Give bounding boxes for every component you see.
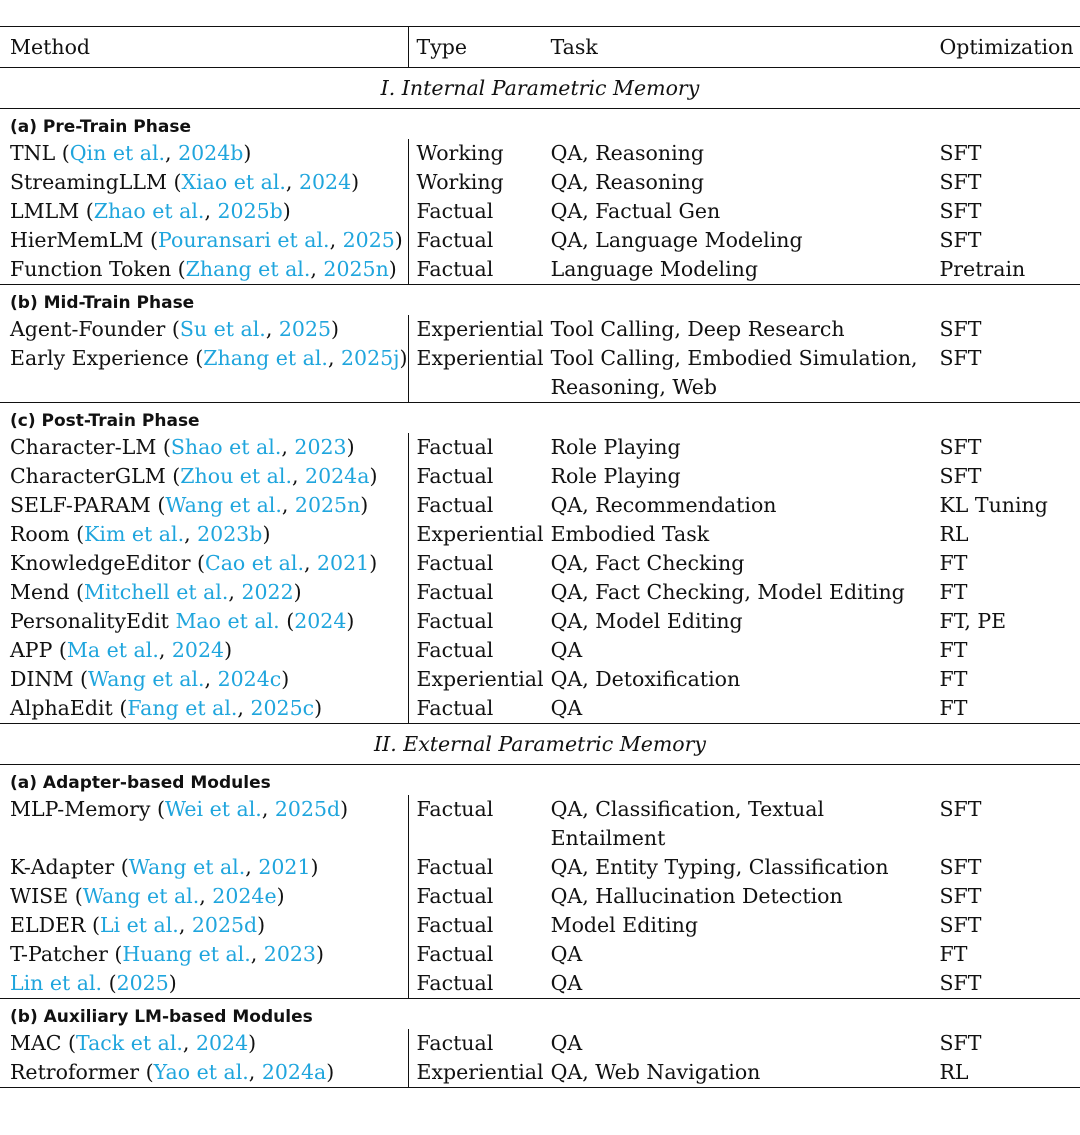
task-cell: Role Playing (550, 435, 681, 459)
citation-close: ) (315, 942, 324, 966)
method-cell (0, 226, 408, 255)
citation-sep: , (165, 141, 179, 165)
method-name: StreamingLLM (10, 170, 167, 194)
table-row (0, 549, 1080, 578)
method-cell (0, 940, 408, 969)
citation-sep: , (158, 638, 172, 662)
method-cell (0, 665, 408, 694)
citation-close: ) (399, 346, 408, 370)
citation-sep: , (245, 855, 259, 879)
phase-title: (b) Mid-Train Phase (0, 285, 408, 316)
type-cell: Factual (416, 942, 494, 966)
method-cell (0, 315, 408, 344)
citation-open: ( (165, 464, 181, 488)
optimization-cell: RL (939, 522, 969, 546)
optimization-cell: SFT (939, 1031, 982, 1055)
method-cell (0, 168, 408, 197)
table-row (0, 636, 1080, 665)
method-name: Retroformer (10, 1060, 140, 1084)
phase-header-row (0, 109, 1080, 140)
citation-year-link[interactable]: 2022 (241, 580, 294, 604)
citation-close: ) (257, 913, 266, 937)
table-row (0, 255, 1080, 285)
citation-year-link[interactable]: 2024 (195, 1031, 249, 1055)
citation-open: ( (188, 346, 204, 370)
citation-close: ) (281, 667, 290, 691)
type-cell: Factual (416, 464, 494, 488)
citation-open: ( (107, 942, 123, 966)
citation-open: ( (52, 638, 67, 662)
task-cell: QA, Reasoning (550, 170, 704, 194)
citation-year-link[interactable]: 2025d (274, 797, 341, 821)
type-cell: Experiential (408, 1058, 544, 1088)
citation-sep: ( (102, 971, 117, 995)
citation-year-link[interactable]: 2025 (278, 317, 332, 341)
optimization-cell: RL (926, 1058, 1080, 1088)
method-name: Early Experience (10, 346, 189, 370)
task-cell: Role Playing (550, 464, 681, 488)
type-cell: Factual (416, 435, 494, 459)
citation-open: ( (150, 797, 166, 821)
citation-sep: , (184, 522, 198, 546)
citation-close: ) (248, 1031, 257, 1055)
citation-open: ( (190, 551, 206, 575)
type-cell: Experiential (416, 346, 544, 370)
citation-year-link[interactable]: 2025n (294, 493, 361, 517)
optimization-cell: Pretrain (939, 257, 1026, 281)
optimization-cell: FT (939, 638, 968, 662)
table-row (0, 940, 1080, 969)
optimization-cell: SFT (939, 855, 982, 879)
type-cell: Experiential (416, 667, 544, 691)
type-cell: Factual (416, 913, 494, 937)
citation-sep: , (248, 1060, 262, 1084)
part-header-row (0, 724, 1080, 765)
method-cell (0, 549, 408, 578)
citation-link[interactable]: Wang et al. (87, 667, 205, 691)
citation-sep: , (291, 464, 306, 488)
citation-open: ( (171, 257, 186, 281)
method-name: ELDER (10, 913, 86, 937)
citation-sep: , (250, 942, 264, 966)
citation-year-link[interactable]: 2025 (116, 971, 169, 995)
phase-title: (a) Pre-Train Phase (10, 117, 191, 137)
method-cell (0, 636, 408, 665)
table-row (0, 694, 1080, 724)
citation-open: ( (143, 228, 159, 252)
method-cell (0, 578, 408, 607)
citation-link[interactable]: Mitchell et al. (83, 580, 229, 604)
citation-close: ) (346, 609, 355, 633)
part-title: II. External Parametric Memory (0, 724, 1080, 765)
phase-spacer (408, 999, 1080, 1030)
citation-close: ) (276, 884, 285, 908)
type-cell: Factual (416, 1031, 494, 1055)
type-cell: Working (416, 141, 504, 165)
citation-open: ( (69, 580, 84, 604)
table-row (0, 853, 1080, 882)
method-cell (0, 969, 408, 999)
phase-header-row (0, 285, 1080, 316)
type-cell: Experiential (416, 522, 544, 546)
citation-year-link[interactable]: 2024a (261, 1060, 327, 1084)
citation-link[interactable]: Wang et al. (82, 884, 200, 908)
method-cell (0, 520, 408, 549)
task-cell: QA, Recommendation (550, 493, 777, 517)
citation-open: ( (55, 141, 70, 165)
citation-year-link[interactable]: 2023b (197, 522, 263, 546)
citation-open: ( (69, 522, 85, 546)
type-cell: Factual (416, 228, 494, 252)
citation-link[interactable]: Shao et al. (170, 435, 282, 459)
citation-sep: , (281, 435, 295, 459)
citation-open: ( (61, 1031, 76, 1055)
method-name: K-Adapter (10, 855, 115, 879)
method-name: KnowledgeEditor (10, 551, 191, 575)
citation-open: ( (73, 667, 88, 691)
citation-close: ) (394, 228, 403, 252)
citation-open: ( (112, 696, 128, 720)
citation-sep: , (285, 170, 299, 194)
method-name: AlphaEdit (10, 696, 113, 720)
method-cell (0, 491, 408, 520)
citation-year-link[interactable]: 2025j (341, 346, 400, 370)
optimization-cell: FT (939, 551, 968, 575)
task-cell: QA, Factual Gen (550, 199, 721, 223)
citation-link[interactable]: Cao et al. (205, 551, 304, 575)
method-cell (0, 882, 408, 911)
table-row (0, 344, 1080, 403)
type-cell: Factual (416, 551, 494, 575)
optimization-cell: SFT (939, 228, 982, 252)
table-row (0, 665, 1080, 694)
method-cell (0, 197, 408, 226)
citation-close: ) (360, 493, 369, 517)
table-row (0, 795, 1080, 853)
citation-close: ) (351, 170, 360, 194)
task-cell: QA (550, 1031, 583, 1055)
part-header-row (0, 68, 1080, 109)
citation-link[interactable]: Lin et al. (10, 971, 103, 995)
task-cell: Tool Calling, Deep Research (550, 317, 845, 341)
citation-year-link[interactable]: 2023 (294, 435, 347, 459)
method-name: DINM (10, 667, 74, 691)
task-cell: Language Modeling (550, 257, 758, 281)
optimization-cell: SFT (939, 199, 982, 223)
method-name: Character-LM (10, 435, 157, 459)
optimization-cell: SFT (939, 971, 982, 995)
type-cell: Working (416, 170, 504, 194)
task-cell: QA, Entity Typing, Classification (550, 855, 889, 879)
type-cell: Factual (416, 855, 494, 879)
citation-year-link[interactable]: 2025d (191, 913, 258, 937)
phase-header-row (0, 999, 1080, 1030)
method-cell (0, 255, 408, 285)
task-cell: QA, Web Navigation (544, 1058, 927, 1088)
citation-close: ) (224, 638, 233, 662)
table-row (0, 226, 1080, 255)
method-name: APP (10, 638, 53, 662)
method-cell (0, 607, 408, 636)
citation-sep: , (327, 346, 341, 370)
task-cell: Embodied Task (550, 522, 710, 546)
method-name: HierMemLM (10, 228, 144, 252)
type-cell: Factual (416, 199, 494, 223)
task-cell: Tool Calling, Embodied Simulation, Reasoning, Web (550, 346, 918, 399)
citation-link[interactable]: Zhao et al. (93, 199, 205, 223)
citation-open: ( (68, 884, 83, 908)
part-title: I. Internal Parametric Memory (0, 68, 1080, 109)
task-cell: QA (550, 942, 583, 966)
citation-year-link[interactable]: 2024c (217, 667, 282, 691)
optimization-cell: SFT (939, 346, 982, 370)
citation-year-link[interactable]: 2025b (217, 199, 283, 223)
table-row (0, 911, 1080, 940)
citation-link[interactable]: Wang et al. (165, 493, 282, 517)
citation-link[interactable]: Huang et al. (122, 942, 251, 966)
citation-year-link[interactable]: 2024 (298, 170, 352, 194)
method-name: PersonalityEdit (10, 609, 169, 633)
table-row (0, 969, 1080, 999)
citation-sep: , (329, 228, 343, 252)
task-cell: QA, Language Modeling (550, 228, 803, 252)
type-cell: Factual (416, 580, 494, 604)
optimization-cell: SFT (939, 435, 982, 459)
method-cell (0, 344, 408, 403)
citation-year-link[interactable]: 2025n (323, 257, 389, 281)
phase-title: (b) Auxiliary LM-based Modules (0, 999, 408, 1030)
method-name: T-Patcher (10, 942, 108, 966)
citation-close: ) (282, 199, 291, 223)
citation-sep: , (178, 913, 192, 937)
optimization-cell: SFT (939, 317, 982, 341)
citation-link[interactable]: Zhang et al. (185, 257, 311, 281)
table-page (0, 26, 1080, 1088)
method-cell (0, 433, 408, 462)
citation-sep: , (265, 317, 279, 341)
method-name: Mend (10, 580, 70, 604)
optimization-cell: FT (939, 580, 968, 604)
method-name: MAC (10, 1031, 62, 1055)
citation-close: ) (326, 1060, 335, 1084)
citation-year-link[interactable]: 2024a (305, 464, 370, 488)
citation-year-link[interactable]: 2024b (178, 141, 244, 165)
task-cell: QA (550, 638, 583, 662)
table-row (0, 168, 1080, 197)
citation-year-link[interactable]: 2024e (212, 884, 277, 908)
task-cell: QA, Classification, Textual Entailment (550, 797, 825, 850)
type-cell: Factual (416, 609, 494, 633)
citation-close: ) (243, 141, 252, 165)
citation-close: ) (369, 551, 378, 575)
method-name: Agent-Founder (10, 317, 166, 341)
task-cell: QA, Detoxification (550, 667, 741, 691)
citation-sep: , (310, 257, 324, 281)
header-task: Task (544, 27, 927, 68)
type-cell: Factual (416, 638, 494, 662)
citation-sep: ( (279, 609, 295, 633)
citation-sep: , (204, 199, 218, 223)
table-row (0, 520, 1080, 549)
table-row (0, 491, 1080, 520)
citation-year-link[interactable]: 2021 (317, 551, 370, 575)
optimization-cell: FT (939, 942, 968, 966)
table-row (0, 433, 1080, 462)
citation-year-link[interactable]: 2025 (342, 228, 395, 252)
task-cell: QA, Fact Checking, Model Editing (550, 580, 905, 604)
citation-link[interactable]: Ma et al. (66, 638, 159, 662)
citation-link[interactable]: Mao et al. (175, 609, 280, 633)
citation-link[interactable]: Qin et al. (69, 141, 166, 165)
header-method: Method (0, 27, 408, 68)
method-name: Function Token (10, 257, 172, 281)
methods-table (0, 26, 1080, 1088)
citation-open: ( (156, 435, 171, 459)
type-cell: Factual (416, 884, 494, 908)
citation-link[interactable]: Zhou et al. (180, 464, 292, 488)
table-row (0, 315, 1080, 344)
table-row (0, 462, 1080, 491)
method-name: TNL (10, 141, 56, 165)
phase-spacer (408, 403, 1080, 434)
citation-year-link[interactable]: 2025c (250, 696, 315, 720)
optimization-cell: FT (939, 667, 968, 691)
type-cell: Factual (416, 971, 494, 995)
citation-open: ( (139, 1060, 154, 1084)
method-cell (0, 1029, 408, 1058)
optimization-cell: SFT (939, 797, 982, 821)
method-cell (0, 139, 408, 168)
citation-close: ) (262, 522, 271, 546)
phase-title: (c) Post-Train Phase (0, 403, 408, 434)
method-cell (0, 911, 408, 940)
optimization-cell: SFT (939, 141, 982, 165)
table-row (0, 1029, 1080, 1058)
task-cell: QA, Reasoning (550, 141, 704, 165)
method-name: WISE (10, 884, 69, 908)
citation-link[interactable]: Tack et al. (76, 1031, 183, 1055)
type-cell: Experiential (416, 317, 544, 341)
citation-year-link[interactable]: 2024 (171, 638, 225, 662)
citation-link[interactable]: Wang et al. (128, 855, 246, 879)
citation-open: ( (85, 913, 100, 937)
phase-header-row (0, 403, 1080, 434)
phase-spacer (408, 109, 1080, 140)
header-optimization: Optimization (926, 27, 1080, 68)
table-row (0, 1058, 1080, 1088)
table-row (0, 882, 1080, 911)
citation-link[interactable]: Kim et al. (84, 522, 185, 546)
method-cell (0, 853, 408, 882)
method-cell (0, 462, 408, 491)
citation-link[interactable]: Wei et al. (165, 797, 262, 821)
citation-year-link[interactable]: 2021 (258, 855, 311, 879)
optimization-cell: FT, PE (939, 609, 1007, 633)
method-name: Room (10, 522, 70, 546)
citation-close: ) (388, 257, 397, 281)
citation-link[interactable]: Su et al. (179, 317, 266, 341)
method-name: LMLM (10, 199, 80, 223)
citation-link[interactable]: Zhang et al. (203, 346, 328, 370)
type-cell: Factual (416, 257, 494, 281)
task-cell: QA, Model Editing (550, 609, 743, 633)
phase-title: (a) Adapter-based Modules (10, 773, 271, 793)
optimization-cell: KL Tuning (939, 493, 1048, 517)
header-row (0, 27, 1080, 68)
citation-sep: , (261, 797, 275, 821)
citation-open: ( (114, 855, 129, 879)
citation-close: ) (314, 696, 323, 720)
type-cell: Factual (416, 797, 494, 821)
table-row (0, 197, 1080, 226)
citation-link[interactable]: Li et al. (99, 913, 179, 937)
citation-sep: , (237, 696, 251, 720)
citation-open: ( (166, 170, 182, 194)
citation-sep: , (199, 884, 213, 908)
citation-open: ( (165, 317, 180, 341)
table-row (0, 578, 1080, 607)
header-type: Type (408, 27, 544, 68)
citation-close: ) (331, 317, 340, 341)
phase-header-row (0, 765, 1080, 796)
method-cell (0, 694, 408, 724)
optimization-cell: SFT (939, 913, 982, 937)
method-name: CharacterGLM (10, 464, 166, 488)
citation-close: ) (346, 435, 355, 459)
type-cell: Factual (416, 696, 494, 720)
phase-spacer (408, 765, 1080, 796)
citation-link[interactable]: Pouransari et al. (158, 228, 330, 252)
phase-spacer (408, 285, 1080, 316)
optimization-cell: SFT (939, 170, 982, 194)
citation-close: ) (369, 464, 378, 488)
method-cell (0, 795, 408, 853)
table-row (0, 607, 1080, 636)
type-cell: Factual (416, 493, 494, 517)
citation-link[interactable]: Fang et al. (127, 696, 238, 720)
citation-close: ) (310, 855, 319, 879)
task-cell: QA (550, 696, 583, 720)
method-name: SELF-PARAM (10, 493, 151, 517)
citation-sep: , (228, 580, 242, 604)
method-name: MLP-Memory (10, 797, 151, 821)
citation-sep: , (303, 551, 318, 575)
citation-close: ) (340, 797, 349, 821)
citation-close: ) (168, 971, 177, 995)
citation-sep: , (182, 1031, 196, 1055)
optimization-cell: SFT (939, 884, 982, 908)
citation-sep: , (281, 493, 295, 517)
citation-open: ( (150, 493, 166, 517)
citation-link[interactable]: Yao et al. (153, 1060, 249, 1084)
citation-year-link[interactable]: 2023 (263, 942, 316, 966)
citation-link[interactable]: Xiao et al. (181, 170, 286, 194)
citation-sep: , (204, 667, 218, 691)
task-cell: QA, Fact Checking (550, 551, 745, 575)
citation-close: ) (293, 580, 302, 604)
task-cell: Model Editing (550, 913, 699, 937)
optimization-cell: SFT (939, 464, 982, 488)
task-cell: QA, Hallucination Detection (550, 884, 843, 908)
method-cell (0, 1058, 408, 1088)
task-cell: QA (550, 971, 583, 995)
table-row (0, 139, 1080, 168)
citation-open: ( (79, 199, 94, 223)
citation-year-link[interactable]: 2024 (294, 609, 347, 633)
optimization-cell: FT (939, 696, 968, 720)
